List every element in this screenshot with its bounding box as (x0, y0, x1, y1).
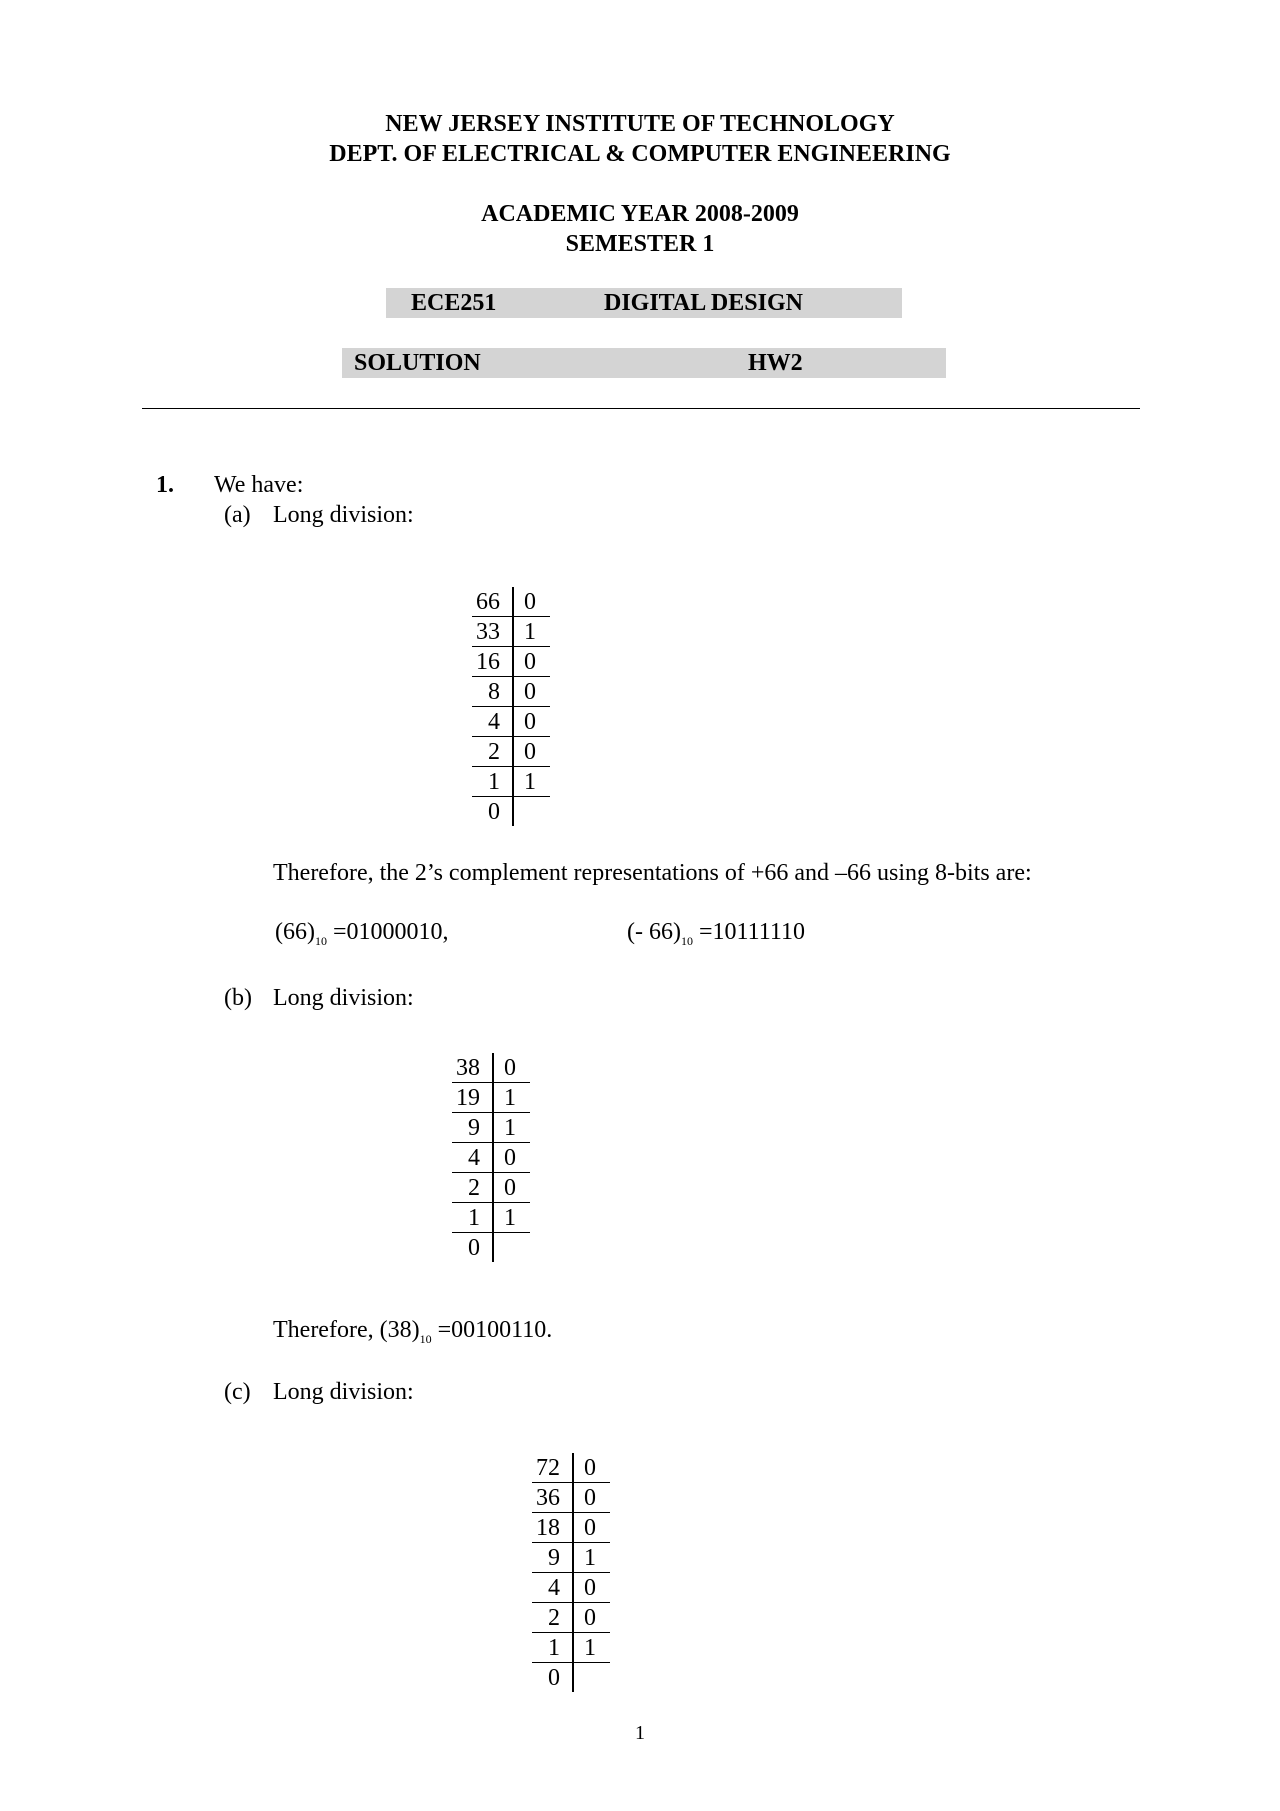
part-a-label: (a) (224, 502, 251, 528)
result-tail: . (546, 1317, 553, 1343)
division-row (532, 1663, 610, 1693)
problem-number: 1. (156, 472, 174, 498)
division-row (532, 1483, 610, 1513)
remainder-cell: 0 (513, 707, 550, 737)
remainder-cell: 0 (493, 1173, 530, 1203)
quotient-cell: 2 (452, 1173, 493, 1203)
remainder-cell: 0 (573, 1513, 610, 1543)
semester: SEMESTER 1 (565, 231, 715, 257)
division-row (532, 1603, 610, 1633)
part-a-conclusion: Therefore, the 2’s complement representations of +66 and –66 using 8-bits are: (273, 860, 1032, 886)
conclusion-text: Therefore, (273, 1317, 374, 1343)
quotient-cell: 2 (532, 1603, 573, 1633)
quotient-cell: 1 (472, 767, 513, 797)
remainder-cell: 0 (573, 1573, 610, 1603)
remainder-cell: 0 (573, 1603, 610, 1633)
remainder-cell: 0 (513, 677, 550, 707)
result-value: =01000010 (326, 919, 443, 945)
result-base: (- 66) (627, 919, 681, 945)
result-subscript: 10 (314, 933, 327, 948)
remainder-cell: 0 (573, 1483, 610, 1513)
division-row (452, 1233, 530, 1263)
remainder-cell (493, 1233, 530, 1263)
part-a-title: Long division: (273, 502, 414, 528)
quotient-cell: 33 (472, 617, 513, 647)
division-row (532, 1513, 610, 1543)
quotient-cell: 0 (488, 798, 500, 825)
result-value: =10111110 (692, 919, 805, 945)
result-subscript: 10 (680, 933, 693, 948)
remainder-cell: 1 (493, 1203, 530, 1233)
quotient-cell: 0 (548, 1664, 560, 1691)
division-row (472, 587, 550, 617)
remainder-cell: 0 (513, 587, 550, 617)
remainder-cell: 1 (573, 1543, 610, 1573)
result-positive-66 (275, 917, 449, 956)
division-row (452, 1053, 530, 1083)
remainder-cell: 1 (493, 1083, 530, 1113)
division-row (532, 1633, 610, 1663)
quotient-cell: 72 (532, 1453, 573, 1483)
result-tail: , (442, 919, 449, 945)
remainder-cell: 0 (513, 737, 550, 767)
quotient-cell: 18 (532, 1513, 573, 1543)
doc-type: SOLUTION (354, 350, 481, 376)
course-code: ECE251 (411, 290, 497, 316)
division-row (532, 1573, 610, 1603)
header-rule (142, 408, 1140, 409)
result-negative-66 (627, 917, 805, 956)
quotient-cell: 16 (472, 647, 513, 677)
remainder-cell: 0 (493, 1053, 530, 1083)
quotient-cell: 1 (532, 1633, 573, 1663)
division-row (452, 1203, 530, 1233)
problem-intro: We have: (214, 472, 304, 498)
result-subscript: 10 (419, 1331, 432, 1346)
division-row (472, 677, 550, 707)
course-name: DIGITAL DESIGN (604, 290, 803, 316)
remainder-cell: 1 (513, 617, 550, 647)
quotient-cell: 9 (532, 1543, 573, 1573)
quotient-cell: 1 (452, 1203, 493, 1233)
quotient-cell: 8 (472, 677, 513, 707)
result-value: =00100110 (431, 1317, 547, 1343)
part-b-title: Long division: (273, 985, 414, 1011)
page-number: 1 (635, 1722, 645, 1744)
academic-year: ACADEMIC YEAR 2008-2009 (481, 201, 799, 227)
division-row (472, 617, 550, 647)
quotient-cell: 38 (452, 1053, 493, 1083)
division-row (472, 797, 550, 827)
division-row (472, 707, 550, 737)
division-row (452, 1113, 530, 1143)
quotient-cell: 4 (452, 1143, 493, 1173)
quotient-cell: 36 (532, 1483, 573, 1513)
part-c-title: Long division: (273, 1379, 414, 1405)
quotient-cell: 19 (452, 1083, 493, 1113)
division-row (472, 647, 550, 677)
division-row (472, 767, 550, 797)
division-row (532, 1453, 610, 1483)
long-division-table-b (452, 1053, 530, 1262)
remainder-cell: 0 (493, 1143, 530, 1173)
remainder-cell (573, 1663, 610, 1693)
solution-bar (342, 348, 946, 378)
quotient-cell: 66 (472, 587, 513, 617)
division-row (532, 1543, 610, 1573)
course-bar (386, 288, 902, 318)
quotient-cell: 0 (468, 1234, 480, 1261)
remainder-cell (513, 797, 550, 827)
institution-name: NEW JERSEY INSTITUTE OF TECHNOLOGY (385, 111, 895, 137)
part-b-label: (b) (224, 985, 252, 1011)
division-row (472, 737, 550, 767)
quotient-cell: 4 (472, 707, 513, 737)
part-c-label: (c) (224, 1379, 251, 1405)
department-name: DEPT. OF ELECTRICAL & COMPUTER ENGINEERING (329, 141, 951, 167)
remainder-cell: 1 (513, 767, 550, 797)
long-division-table-c (532, 1453, 610, 1692)
assignment-label: HW2 (748, 350, 803, 376)
division-row (452, 1143, 530, 1173)
quotient-cell: 4 (532, 1573, 573, 1603)
remainder-cell: 1 (493, 1113, 530, 1143)
remainder-cell: 1 (573, 1633, 610, 1663)
result-base: (38) (379, 1317, 420, 1343)
quotient-cell: 2 (472, 737, 513, 767)
part-b-conclusion (273, 1315, 552, 1354)
quotient-cell: 9 (452, 1113, 493, 1143)
remainder-cell: 0 (573, 1453, 610, 1483)
division-row (452, 1173, 530, 1203)
division-row (452, 1083, 530, 1113)
long-division-table-a (472, 587, 550, 826)
remainder-cell: 0 (513, 647, 550, 677)
result-base: (66) (275, 919, 315, 945)
